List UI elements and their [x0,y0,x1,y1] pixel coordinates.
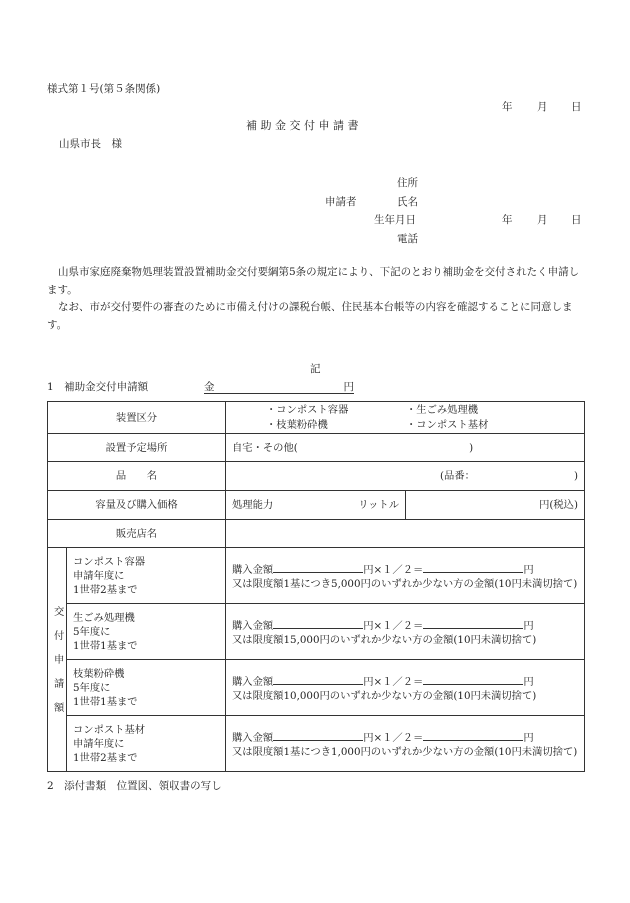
category-period: 5年度に [73,681,111,694]
calc-branch-shredder[interactable] [226,660,585,716]
location-field[interactable] [226,434,585,462]
category-period: 5年度に [73,625,111,638]
category-branch-shredder [67,660,226,716]
purchase-prefix: 購入金額 [232,620,274,632]
product-name-label: 品 名 [48,462,226,491]
model-label: (品番： [440,470,475,482]
applicant-label: 申請者 [325,196,357,208]
capacity-prefix: 処理能力 [232,499,274,511]
grant-char: 請 [54,677,65,690]
price-field[interactable] [406,491,585,520]
item2-attachments: 2 添付書類 位置図、領収書の写し [47,780,222,792]
category-limit: 1世帯2基まで [73,751,138,764]
location-label: 設置予定場所 [48,434,226,462]
application-table [47,401,585,772]
price-unit: 円(税込) [539,499,578,511]
option-garbage-processor[interactable]: ・生ごみ処理機 [406,404,479,416]
half-formula: 円×１／２＝ [363,564,424,576]
half-formula: 円×１／２＝ [363,732,424,744]
half-formula: 円×１／２＝ [363,620,424,632]
result-amount-input[interactable] [423,728,523,741]
name-label: 氏名 [397,196,418,208]
address-label: 住所 [397,177,418,189]
grant-char: 交 [54,605,65,618]
category-name: コンポスト基材 [73,723,146,736]
declaration-paragraph-1: 山県市家庭廃棄物処理装置設置補助金交付要綱第5条の規定により、下記のとおり補助金を交付されたく申請します。 [47,266,580,296]
shop-name-field[interactable] [226,520,585,548]
category-limit: 1世帯1基まで [73,695,138,708]
category-period: 申請年度に [73,737,125,750]
category-name: 生ごみ処理機 [73,611,135,624]
consent-paragraph: なお、市が交付要件の審査のために市備え付けの課税台帳、住民基本台帳等の内容を確認することに同意します。 [47,301,573,331]
location-close: ) [469,441,474,454]
device-type-options[interactable] [226,402,585,434]
grant-char: 額 [54,701,65,714]
result-amount-input[interactable] [423,672,523,685]
grant-amount-label [48,548,67,772]
grant-char: 付 [54,629,65,642]
limit-note: 又は限度額15,000円のいずれか少ない方の金額(10円未満切捨て) [232,634,537,646]
product-field[interactable] [226,462,585,491]
date-month: 月 [537,101,548,113]
capacity-unit: リットル [358,499,399,511]
grant-char: 申 [54,653,65,666]
purchase-amount-input[interactable] [273,560,363,573]
purchase-prefix: 購入金額 [232,732,274,744]
category-garbage-processor [67,604,226,660]
yen-label: 円 [523,676,534,688]
option-compost-container[interactable]: ・コンポスト容器 [266,404,349,416]
ki-heading: 記 [310,363,321,375]
calc-compost-container[interactable] [226,548,585,604]
calc-garbage-processor[interactable] [226,604,585,660]
form-title: 補 助 金 交 付 申 請 書 [246,119,359,132]
purchase-amount-input[interactable] [273,672,363,685]
birth-month: 月 [537,214,548,226]
birthdate-label: 生年月日 [374,214,416,226]
date-day: 日 [571,101,582,113]
category-name: 枝葉粉砕機 [73,667,125,680]
phone-label: 電話 [397,233,418,245]
date-year: 年 [502,101,513,113]
category-period: 申請年度に [73,569,125,582]
form-number: 様式第１号(第５条関係) [47,83,161,95]
purchase-amount-input[interactable] [273,728,363,741]
category-compost-material [67,716,226,772]
limit-note: 又は限度額1基につき5,000円のいずれか少ない方の金額(10円未満切捨て) [232,578,578,590]
capacity-price-label: 容量及び購入価格 [48,491,226,520]
yen-label: 円 [523,620,534,632]
yen-label: 円 [523,564,534,576]
half-formula: 円×１／２＝ [363,676,424,688]
location-value: 自宅・その他( [232,441,298,454]
addressee: 山県市長 様 [59,138,122,150]
option-compost-material[interactable]: ・コンポスト基材 [406,419,489,431]
category-limit: 1世帯1基まで [73,639,138,652]
limit-note: 又は限度額10,000円のいずれか少ない方の金額(10円未満切捨て) [232,690,537,702]
birth-day: 日 [571,214,582,226]
calc-compost-material[interactable] [226,716,585,772]
category-limit: 1世帯2基まで [73,583,138,596]
category-compost-container [67,548,226,604]
item1-label: 1 補助金交付申請額 [47,381,149,393]
yen-label: 円 [343,381,354,393]
result-amount-input[interactable] [423,560,523,573]
category-name: コンポスト容器 [73,555,146,568]
application-amount-field[interactable] [204,380,354,394]
purchase-amount-input[interactable] [273,616,363,629]
model-close: ) [573,470,578,482]
limit-note: 又は限度額1基につき1,000円のいずれか少ない方の金額(10円未満切捨て) [232,746,578,758]
purchase-prefix: 購入金額 [232,676,274,688]
purchase-prefix: 購入金額 [232,564,274,576]
device-type-label: 装置区分 [48,402,226,434]
kin-label: 金 [204,381,215,393]
yen-label: 円 [523,732,534,744]
capacity-field[interactable] [226,491,406,520]
option-branch-shredder[interactable]: ・枝葉粉砕機 [266,419,328,431]
shop-name-label: 販売店名 [48,520,226,548]
birth-year: 年 [502,214,513,226]
result-amount-input[interactable] [423,616,523,629]
